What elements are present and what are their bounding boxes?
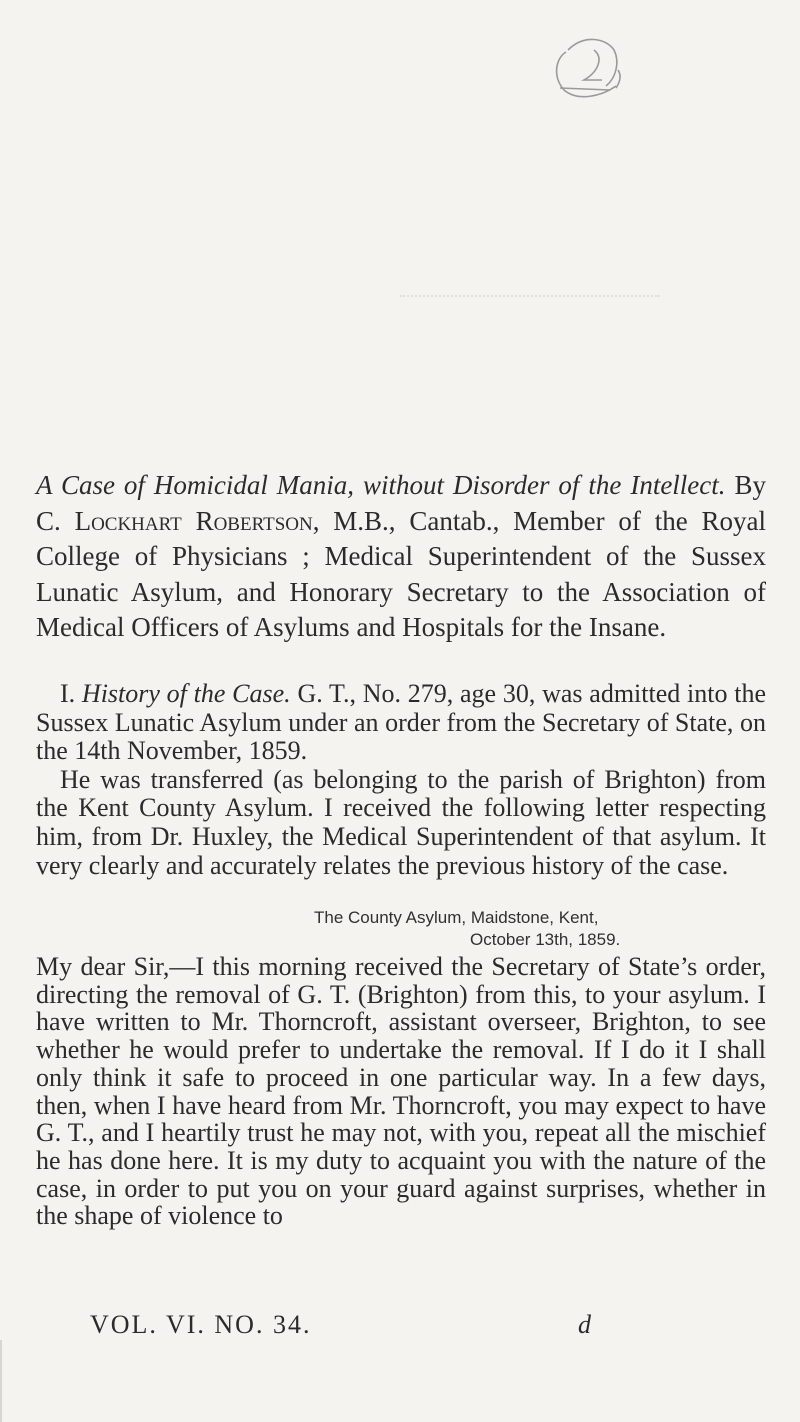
section-heading: History of the Case. [81,679,291,708]
library-stamp [498,30,628,110]
case-history-paragraph-2: He was transferred (as belonging to the parish of Brighton) from the Kent County Asylum. I received the following letter respecting him, from Dr. Huxley, the Medical Superintendent of that asylum. It very clearly and accurately relates the previous history of the case. [36,764,766,880]
author-name: Lockhart Robertson [74,505,313,536]
case-history-text-1: G. T., No. 279, age 30, was admitted into the Sussex Lunatic Asylum under an order from the Secretary of State, on the 14th November, 1859. [36,679,766,766]
bleed-through-marks [400,295,660,305]
section-label: I. [60,679,82,708]
letter-address: The County Asylum, Maidstone, Kent, [314,908,599,927]
volume-line: VOL. VI. NO. 34. [90,1310,312,1339]
signature-mark: d [578,1310,591,1339]
article-title: A Case of Homicidal Mania, without Disorder of the Intellect. [36,470,726,500]
letter-paragraph: My dear Sir,—I this morning received the Secretary of State’s order, directing the removal of G. T. (Brighton) from this, to your asylum. I have written to Mr. Thorncroft, assistant overseer, Brighton, to see whether he would prefer to undertake the removal. If I do it I shall only think it safe to proceed in one particular way. In a few days, then, when I have heard from Mr. Thorncroft, you may expect to have G. T., and I heartily trust he may not, with you, repeat all the mischief he has done here. It is my duty to acquaint you with the nature of the case, in order to put you on your guard against surprises, whether in the shape of violence to [36,952,766,1231]
case-history-paragraph-1 [36,680,766,766]
case-history-section [36,680,766,880]
page-edge-line [0,1340,6,1422]
byline-prefix: By C. [36,470,766,536]
letter-body [36,953,766,1230]
author-credentials: , M.B., Cantab., Member of the Royal College of Physicians ; Medical Superintendent of the Sussex Lunatic Asylum, and Honorary Secretary to the Association of Medical Officers of Asylums and Hospitals for the Insane. [36,505,767,642]
article-heading [36,468,766,646]
letter-date: October 13th, 1859. [470,930,621,949]
